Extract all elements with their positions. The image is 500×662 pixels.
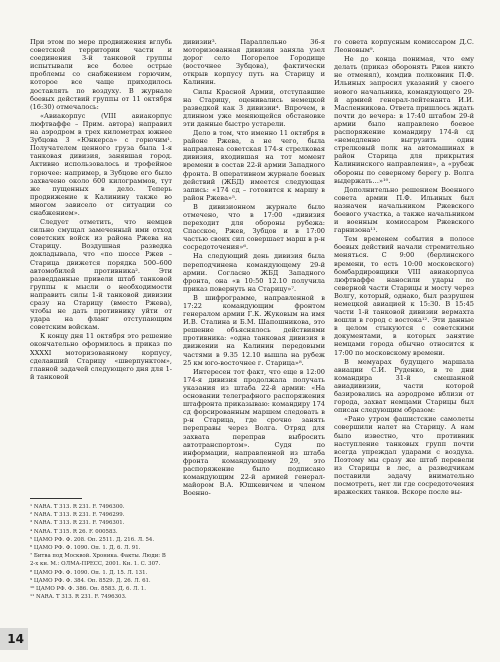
paragraph: Дело в том, что именно 11 октября в районе Ржева, а не чего, была направлена советская 174-я стрелковая дивизия, входившая на тот момент времени в состав 22-й армии Западного фронта. В оперативном журнале боевых действий (ЖБД) имеется следующая запись: «174 сд – готовится к маршу в район Ржева»⁵. bbox=[183, 129, 325, 202]
paragraph: При этом по мере продвижения вглубь советской территории части и соединения 3-й танковой группы испытывали все более острые проблемы со снабжением горючим, которое все чаще приходилось доставлять по воздуху. В журнале боевых действий группы от 11 октября (16:30) отмечалось: bbox=[30, 38, 172, 111]
paragraph: «Рано утром фашистские самолеты совершили налет на Старицу. А нам было известно, что противник наступление танковых групп почти всегда упреждал ударами с воздуха. Поэтому мы сразу же штаб перевели из Старицы в лес, а разведчикам поставили задачу внимательно посмотреть, нет ли где сосредоточения вражеских танков. Вскоре после вы- bbox=[334, 415, 474, 497]
footnote: ² NARA. T 313. R 231. F. 7496299. bbox=[30, 512, 125, 519]
footnote: ¹⁰ ЦАМО РФ. Ф. 386. Оп. 8583. Д. 6. Л. 1. bbox=[30, 586, 146, 593]
paragraph: Тем временем события в полосе боевых действий начали стремительно меняться. С 9:00 (берлинского времени, то есть 10:00 московского) бомбардировщики VIII авиакорпуса люфтваффе наносили удары по северной части Старицы и мосту через Волгу, который, однако, был разрушен немецкой авиацией к 15:30. В 15:45 части 1-й танковой дивизии вермахта вошли в город с востока¹². Эти данные в целом стыкуются с советскими документами, в которых занятие немцами города обычно относится к 17:00 по московскому времени. bbox=[334, 235, 474, 357]
paragraph: Интересен тот факт, что еще в 12:00 174-я дивизия продолжала получать указания из штаба 22-й армии: «На основании телеграфного распоряжения штафронта приказываю: командиру 174 сд форсированным маршем следовать в р-н Старица, где срочно занять переправы через Волга. Отряд для захвата переправ выбросить автотранспортом». Судя по информации, направленной из штаба фронта командующему 29, это распоряжение было подписано командующим 22-й армией генерал-майором В.А. Юшкевичем и членом Военно- bbox=[183, 367, 325, 498]
paragraph: Следует отметить, что немцев сильно смущал замеченный ими отход советских войск из района Ржева на Старицу. Воздушная разведка докладывала, что «по шоссе Ржев – Старица движется порядка 500–600 автомобилей противника². Эти разведданные привели штаб танковой группы к мысли о необходимости направить силы 1-й танковой дивизии сразу на Старицу (вместо Ржева), чтобы не дать противнику уйти от удара на фланг отступающим советским войскам. bbox=[30, 218, 172, 332]
footnotes bbox=[30, 503, 172, 601]
text-column-right bbox=[334, 38, 474, 497]
footnote-divider bbox=[30, 498, 82, 499]
footnote: ¹¹ NARA. T 313. R 231. F. 7496303. bbox=[30, 594, 127, 601]
footnote: ⁷ Битва под Москвой. Хроника. Факты. Люди: В 2-х кн. М.: ОЛМА-ПРЕСС, 2001. Кн. 1. С. 307. bbox=[30, 553, 166, 568]
paragraph: В мемуарах будущего маршала авиации С.И. Руденко, в те дни командира 31-й смешанной авиадивизии, части которой базировались на аэродроме вблизи от города, захват немцами Старицы был описан следующим образом: bbox=[334, 357, 474, 415]
paragraph: Силы Красной Армии, отступавшие на Старицу, оценивались немецкой разведкой как 3 дивизии⁴. Впрочем, в длинном уже меняющейся обстановке эти данные быстро устарели. bbox=[183, 87, 325, 128]
footnote: ⁴ NARA. T 315. R 26. F. 000583. bbox=[30, 528, 118, 535]
footnote: ⁸ ЦАМО РФ. Ф. 1090. Оп. 1. Д. 15. Л. 131. bbox=[30, 569, 148, 576]
paragraph: Дополнительно решением Военного совета армии П.Ф. Ильиных был назначен начальником Ржевского боевого участка, а также начальником и военным комиссаром Ржевского гарнизона¹¹. bbox=[334, 185, 474, 235]
footnote: ⁵ ЦАМО РФ. Ф. 208. Оп. 2511. Д. 216. Л. 54. bbox=[30, 536, 155, 543]
text-column-left bbox=[30, 38, 172, 382]
paragraph: го совета корпусным комиссаром Д.С. Леоновым⁹. bbox=[334, 38, 474, 55]
paragraph: На следующий день дивизия была переподчинена командующему 29-й армии. Согласно ЖБД Западного фронта, она «в 10:50 12.10 получила приказ повернуть на Старицу»⁷. bbox=[183, 252, 325, 293]
paragraph: «Авиакорпус (VIII авиакорпус люфтваффе – Прим. автора) направил на аэродром в трех километрах южнее Зубцова 3 «Юнкерса» с горючим¹. Получателем ценного груза была 1-я танковая дивизия, занявшая город. Активно использовалось и трофейное горючее: например, в Зубцове его было захвачено около 600 килограммов, тут же пущенных в дело. Теперь продвижение к Калинину также во многом зависело от ситуации со снабжением». bbox=[30, 111, 172, 217]
footnote: ⁹ ЦАМО РФ. Ф. 384. Оп. 8529. Д. 26. Л. 61. bbox=[30, 577, 151, 584]
paragraph: В дивизионном журнале было отмечено, что в 17:00 «дивизия переходит для обороны рубежа: Спасское, Ржев, Зубцов и в 17:00 частью своих сил совершает марш в р-н сосредоточения»⁶. bbox=[183, 202, 325, 252]
page-number: 14 bbox=[0, 628, 28, 650]
paragraph: Не до конца понимая, что ему делать (приказ оборонять Ржев никто не отменял), комдив полковник П.Ф. Ильиных запросил указаний у своего нового начальника, командующего 29-й армией генерал-лейтенанта И.И. Масленникова. Ответа пришлось ждать почти до вечера: в 17:40 штабом 29-й армии было направлено боевое распоряжение командиру 174-й сд «немедленно выгрузить один стрелковый полк на автомашинах в район Старица для прикрытия Калининского направления», а «рубеж обороны по северному берегу р. Волга выдержать…»¹⁰. bbox=[334, 55, 474, 185]
text-column-middle bbox=[183, 38, 325, 498]
paragraph: дивизии³. Параллельно 36-я моторизованная дивизия заняла узел дорог село Погорелое Городище (восточнее Зубцова), фактически открыв корпусу путь на Старицу и Калинин. bbox=[183, 38, 325, 87]
footnote: ³ NARA. T 313. R 231. F. 7496301. bbox=[30, 520, 125, 527]
paragraph: В шифрограмме, направленной в 17:22 командующим фронтом генералом армии Г.К. Жуковым на имя И.В. Сталина и Б.М. Шапошникова, это решение объяснялось действиями противника: «одна танковая дивизия в движении на Калинин передовыми частями в 9.35 12.10 вышла на рубеж 25 км юго-восточнее г. Старица»⁸. bbox=[183, 293, 325, 367]
footnote: ¹ NARA. T 313. R 231. F. 7496300. bbox=[30, 504, 125, 510]
paragraph: К концу дня 11 октября это решение окончательно оформилось в приказ по XXXXI моторизованному корпусу, сделавший Старицу «шверпунктом», главной задачей следующего дня для 1-й танковой bbox=[30, 332, 172, 381]
footnote: ⁶ ЦАМО РФ. Ф. 1090. Оп. 1. Д. 6. Л. 91. bbox=[30, 545, 141, 552]
